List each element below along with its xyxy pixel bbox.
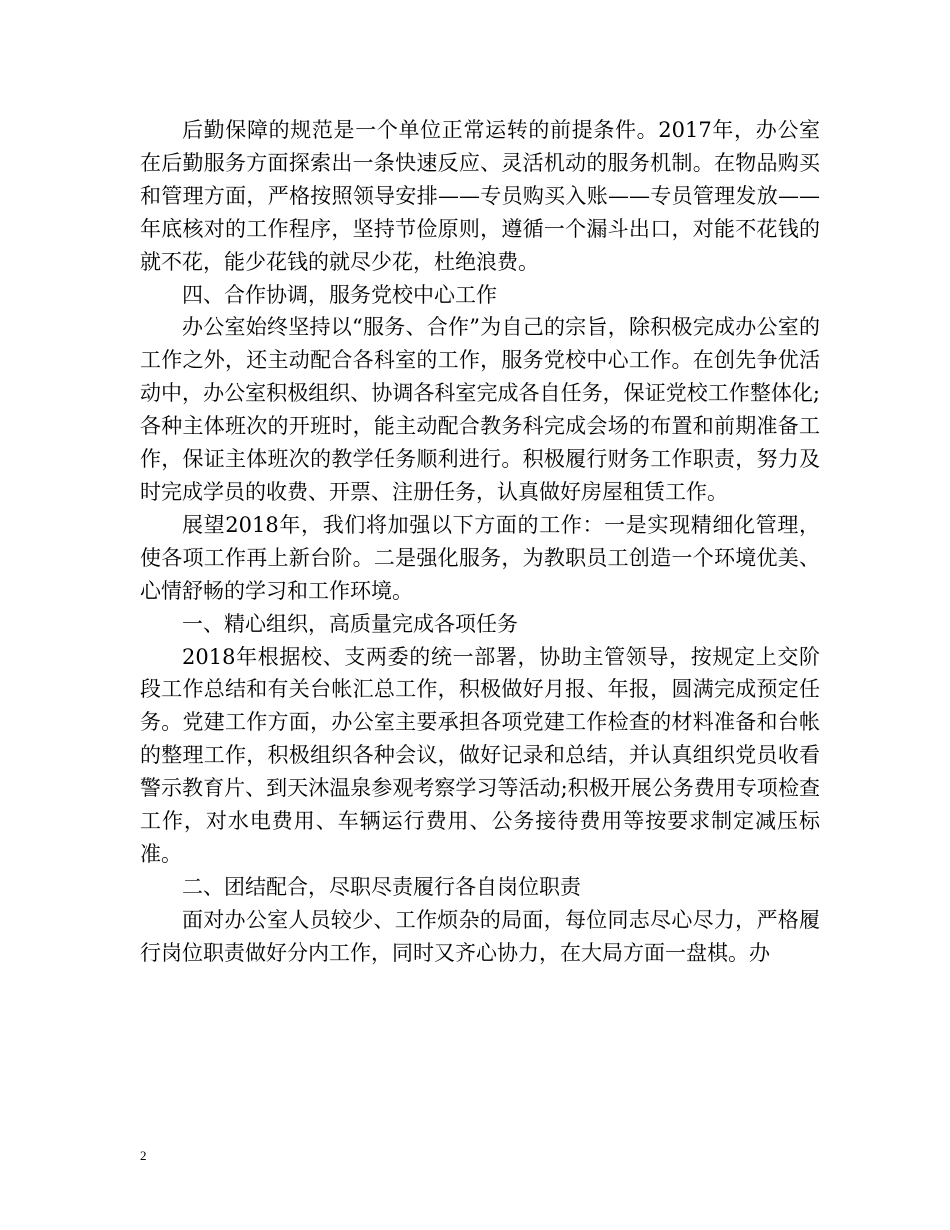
- document-body: [140, 114, 820, 970]
- page-number: 2: [140, 1148, 147, 1163]
- paragraph-logistics: 后勤保障的规范是一个单位正常运转的前提条件。2017年，办公室在后勤服务方面探索出一条快速反应、灵活机动的服务机制。在物品购买和管理方面，严格按照领导安排——专员购买入账——专员管理发放——年底核对的工作程序，坚持节俭原则，遵循一个漏斗出口，对能不花钱的就不花，能少花钱的就尽少花，杜绝浪费。: [140, 118, 820, 274]
- paragraph-teamwork: 面对办公室人员较少、工作烦杂的局面，每位同志尽心尽力，严格履行岗位职责做好分内工作，同时又齐心协力，在大局方面一盘棋。办: [140, 907, 820, 965]
- paragraph-cooperation: 办公室始终坚持以“服务、合作”为自己的宗旨，除积极完成办公室的工作之外，还主动配合各科室的工作，服务党校中心工作。在创先争优活动中，办公室积极组织、协调各科室完成各自任务，保证党校工作整体化;各种主体班次的开班时，能主动配合教务科完成会场的布置和前期准备工作，保证主体班次的教学任务顺利进行。积极履行财务工作职责，努力及时完成学员的收费、开票、注册任务，认真做好房屋租赁工作。: [140, 315, 820, 504]
- section-heading-teamwork: 二、团结配合，尽职尽责履行各自岗位职责: [182, 874, 581, 899]
- section-heading-organization: 一、精心组织，高质量完成各项任务: [182, 611, 518, 636]
- section-heading-cooperation: 四、合作协调，服务党校中心工作: [182, 282, 497, 307]
- paragraph-outlook-2018: 展望2018年，我们将加强以下方面的工作：一是实现精细化管理，使各项工作再上新台阶。二是强化服务，为教职员工创造一个环境优美、心情舒畅的学习和工作环境。: [140, 512, 820, 603]
- paragraph-organization: 2018年根据校、支两委的统一部署，协助主管领导，按规定上交阶段工作总结和有关台帐汇总工作，积极做好月报、年报，圆满完成预定任务。党建工作方面，办公室主要承担各项党建工作检查的材料准备和台帐的整理工作，积极组织各种会议，做好记录和总结，并认真组织党员收看警示教育片、到天沐温泉参观考察学习等活动;积极开展公务费用专项检查工作，对水电费用、车辆运行费用、公务接待费用等按要求制定减压标准。: [140, 644, 820, 866]
